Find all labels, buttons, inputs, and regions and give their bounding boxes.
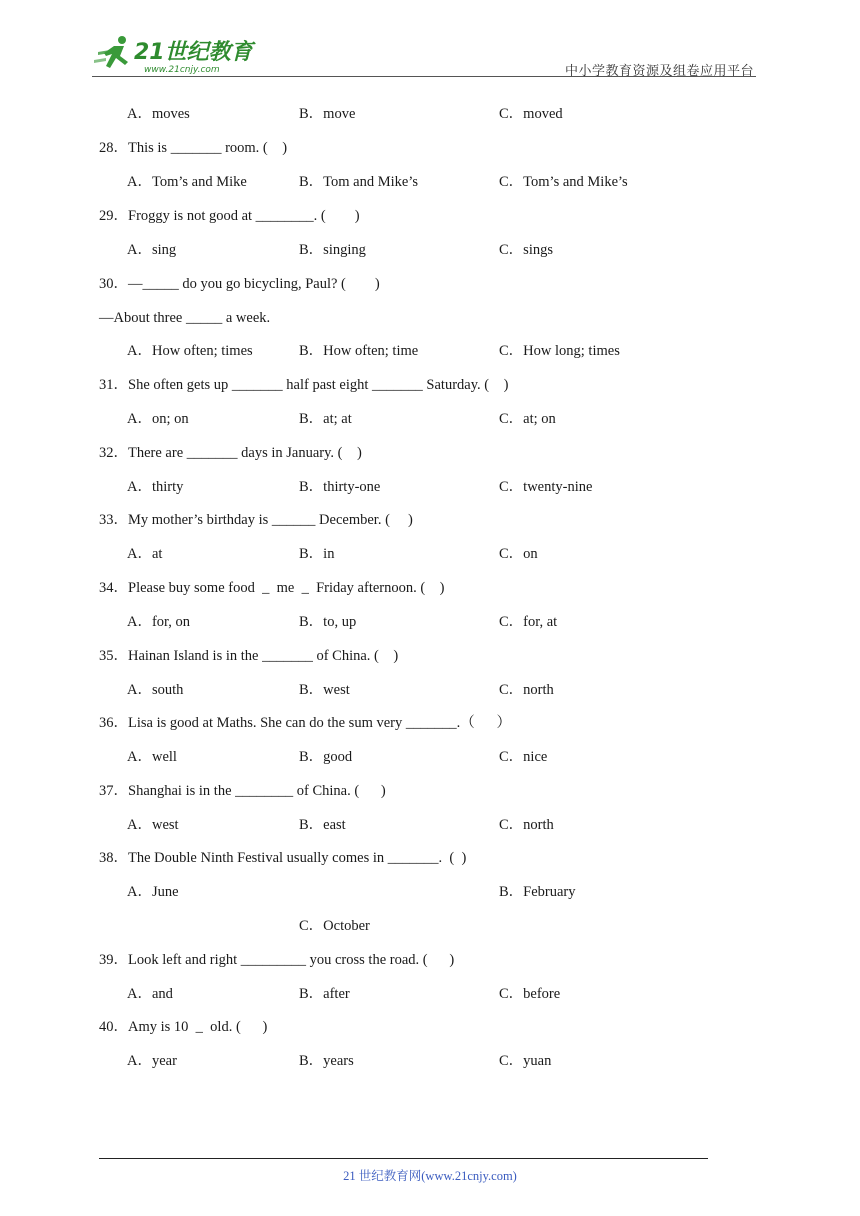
- question-text: 31．She often gets up _______ half past eight _______ Saturday. ( ): [99, 377, 509, 393]
- answer-option: A．for, on: [127, 614, 191, 630]
- question-text: 33．My mother’s birthday is ______ December. ( ): [99, 512, 413, 528]
- answer-option: A．year: [127, 1053, 177, 1069]
- question-text: 32．There are _______ days in January. ( ): [99, 445, 362, 461]
- header-divider: [92, 76, 756, 77]
- answer-option: C．moved: [499, 106, 563, 122]
- answer-option: B．good: [299, 749, 353, 765]
- answer-option: B．east: [299, 817, 346, 833]
- answer-option: A．How often; times: [127, 343, 253, 359]
- question-text: 40．Amy is 10 _ old. ( ): [99, 1019, 268, 1035]
- answer-option: B．west: [299, 682, 350, 698]
- question-text: 29．Froggy is not good at ________. ( ): [99, 208, 360, 224]
- answer-option: B．move: [299, 106, 356, 122]
- answer-option: C．on: [499, 546, 538, 562]
- answer-option: C．north: [499, 817, 554, 833]
- answer-option: A．well: [127, 749, 177, 765]
- answer-option: A．sing: [127, 242, 177, 258]
- footer-divider: [99, 1158, 708, 1159]
- question-text: 39．Look left and right _________ you cross the road. ( ): [99, 952, 455, 968]
- answer-option: A．thirty: [127, 479, 184, 495]
- answer-option: C．nice: [499, 749, 548, 765]
- platform-name: 中小学教育资源及组卷应用平台: [564, 64, 754, 79]
- question-text: 35．Hainan Island is in the _______ of China. ( ): [99, 648, 399, 664]
- logo-url-text: www.21cnjy.com: [144, 65, 220, 74]
- answer-option: C．Tom’s and Mike’s: [499, 174, 628, 190]
- site-logo: [92, 34, 262, 74]
- question-text: 37．Shanghai is in the ________ of China. ( ): [99, 783, 386, 799]
- answer-option: B．to, up: [299, 614, 357, 630]
- answer-option: A．at: [127, 546, 163, 562]
- question-text: 36．Lisa is good at Maths. She can do the sum very _______.（ ）: [99, 715, 511, 731]
- logo-main-text: 21世纪教育: [134, 40, 253, 65]
- answer-option: A．west: [127, 817, 179, 833]
- page-header: [92, 30, 756, 78]
- answer-option: B．in: [299, 546, 335, 562]
- answer-option: B．years: [299, 1053, 354, 1069]
- answer-option: C．October: [299, 918, 370, 934]
- question-text: —About three _____ a week.: [99, 310, 271, 326]
- question-text: 30．—_____ do you go bicycling, Paul? ( ): [99, 276, 380, 292]
- answer-option: A．moves: [127, 106, 190, 122]
- answer-option: A．and: [127, 986, 173, 1002]
- answer-option: C．for, at: [499, 614, 558, 630]
- answer-option: B．Tom and Mike’s: [299, 174, 419, 190]
- answer-option: C．yuan: [499, 1053, 552, 1069]
- answer-option: B．thirty-one: [299, 479, 381, 495]
- answer-option: B．February: [499, 884, 576, 900]
- answer-option: B．singing: [299, 242, 366, 258]
- answer-option: A．on; on: [127, 411, 189, 427]
- answer-option: C．How long; times: [499, 343, 620, 359]
- question-text: 34．Please buy some food _ me _ Friday afternoon. ( ): [99, 580, 445, 596]
- answer-option: B．after: [299, 986, 350, 1002]
- answer-option: A．Tom’s and Mike: [127, 174, 247, 190]
- answer-option: C．sings: [499, 242, 553, 258]
- question-text: 38．The Double Ninth Festival usually comes in _______. ( ): [99, 850, 467, 866]
- footer-text: 21 世纪教育网(www.21cnjy.com): [343, 1169, 517, 1183]
- answer-option: C．north: [499, 682, 554, 698]
- question-text: 28．This is _______ room. ( ): [99, 140, 288, 156]
- answer-option: C．before: [499, 986, 561, 1002]
- answer-option: C．at; on: [499, 411, 556, 427]
- answer-option: A．June: [127, 884, 179, 900]
- answer-option: B．at; at: [299, 411, 352, 427]
- answer-option: B．How often; time: [299, 343, 419, 359]
- answer-option: A．south: [127, 682, 184, 698]
- answer-option: C．twenty-nine: [499, 479, 593, 495]
